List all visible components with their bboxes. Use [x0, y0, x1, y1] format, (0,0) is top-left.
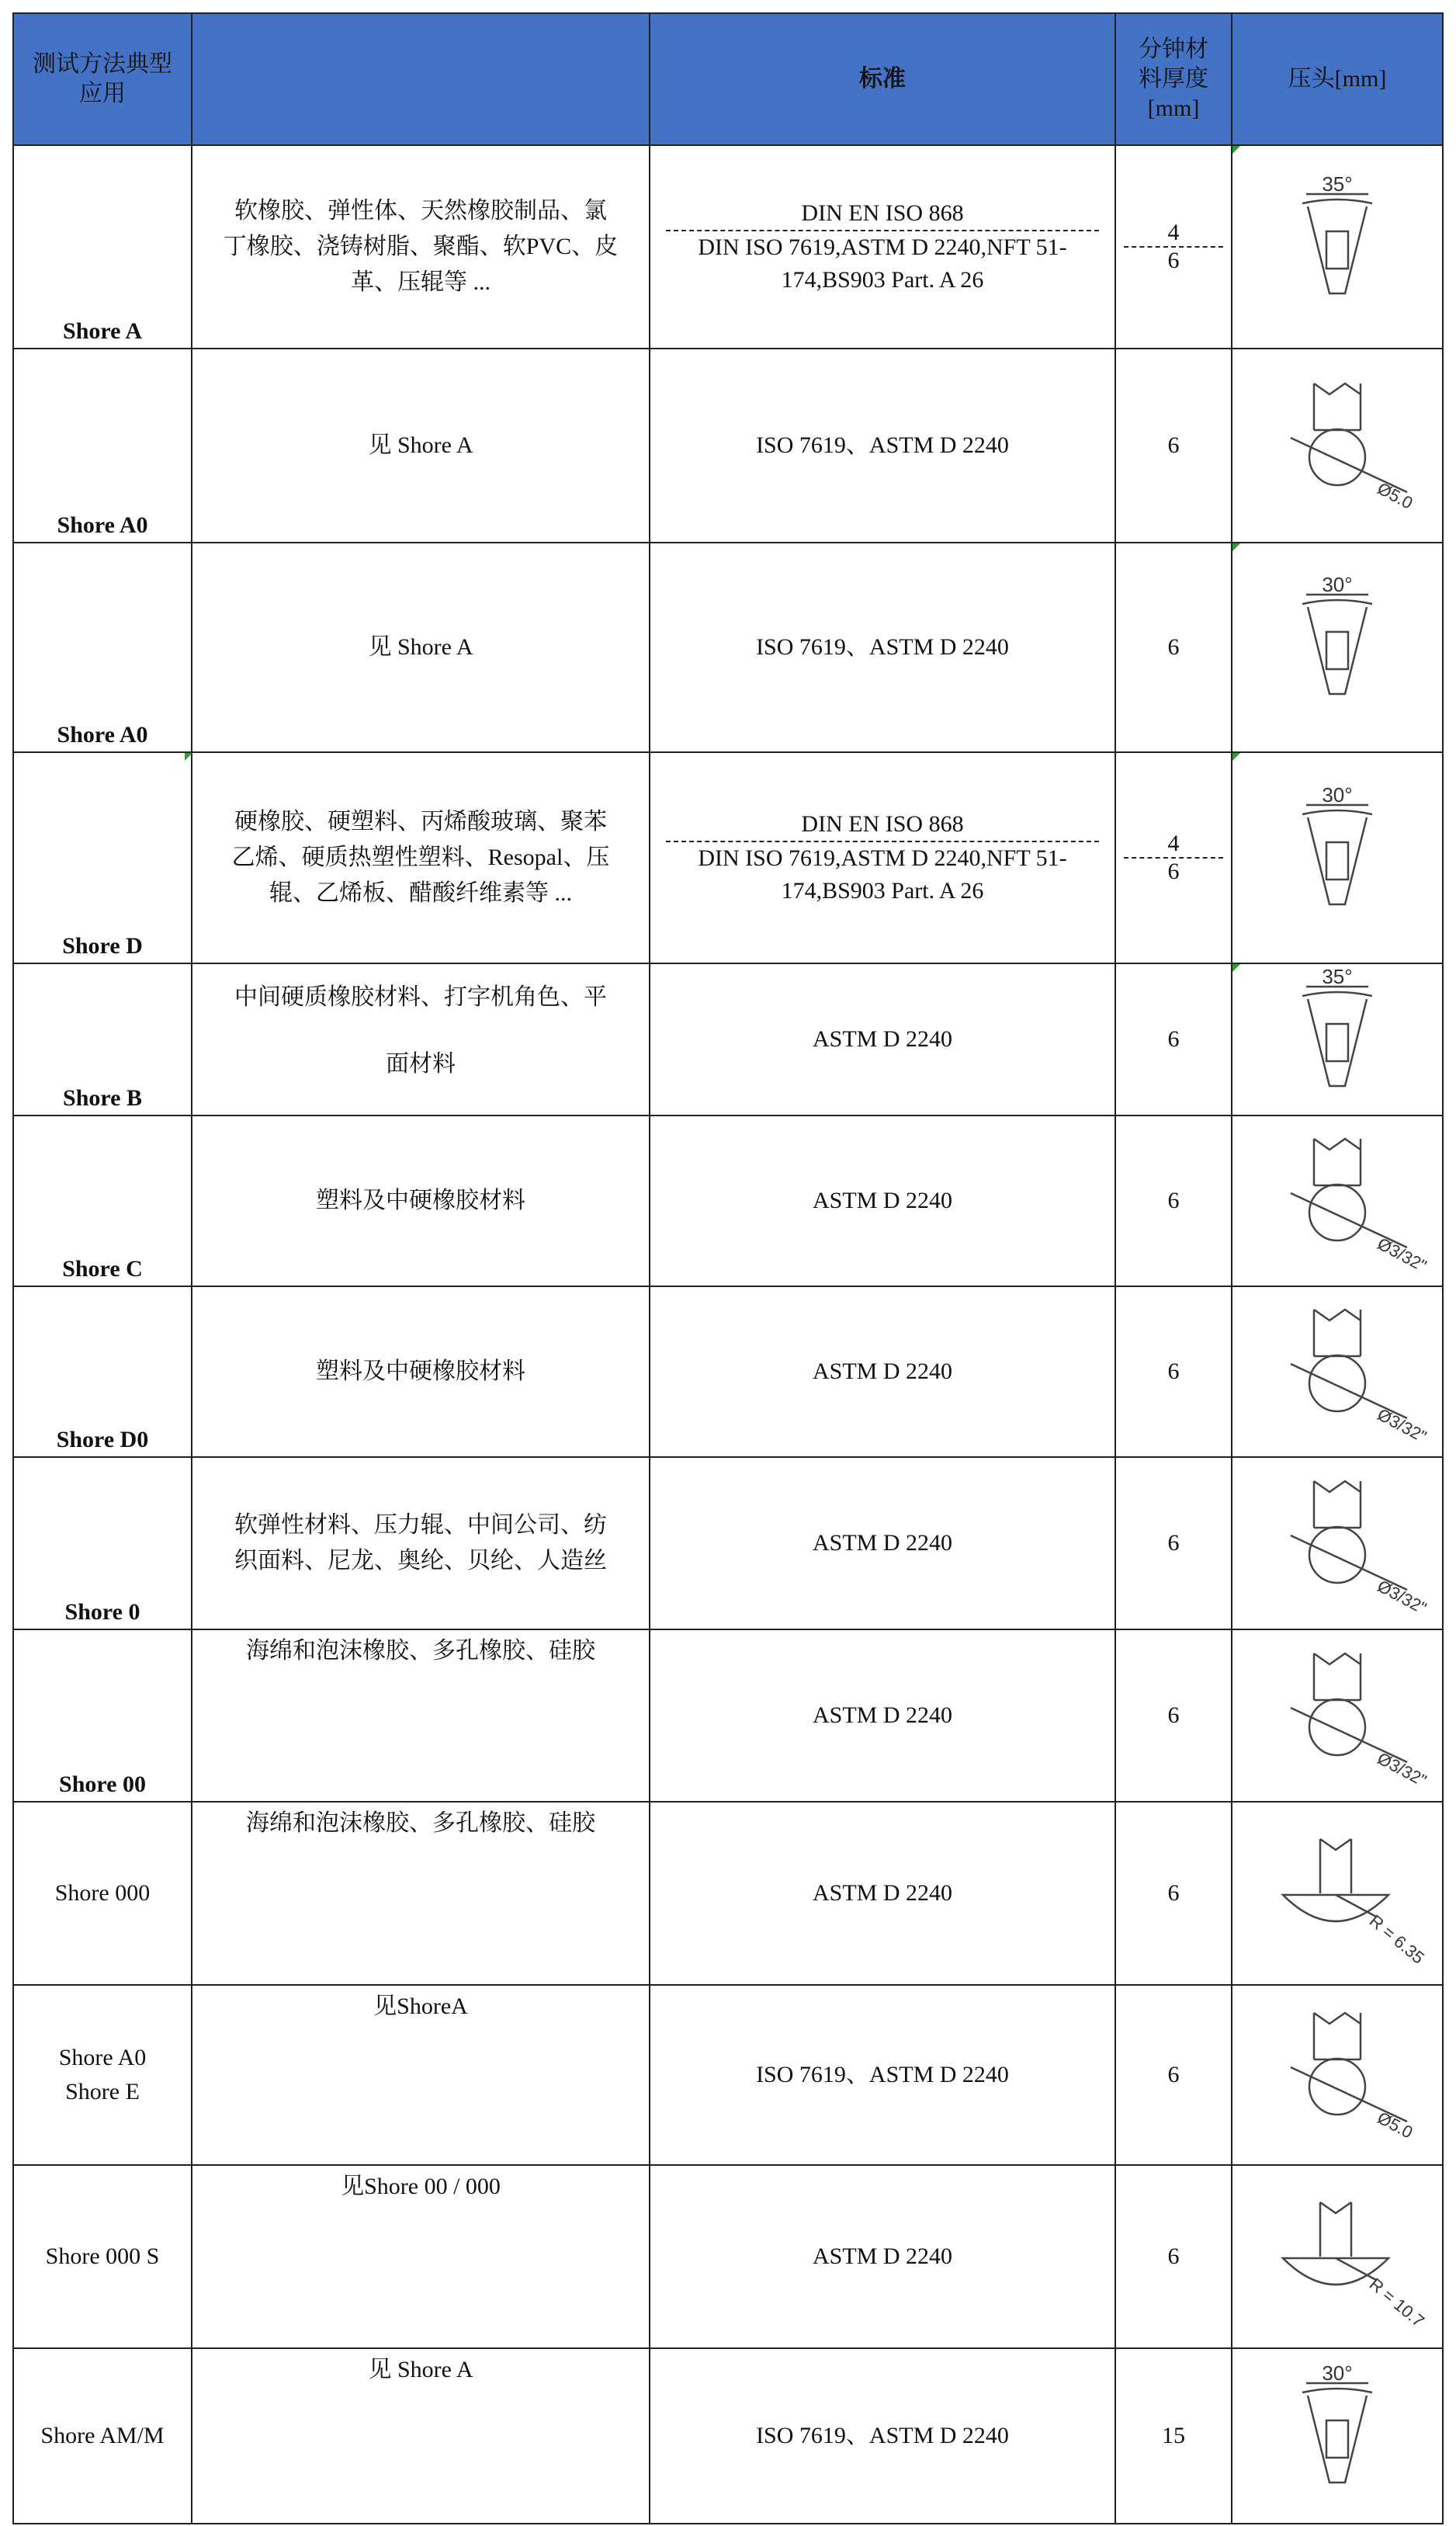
header-application [192, 13, 650, 145]
table-row [13, 2348, 1443, 2524]
method-name: Shore 000 S [13, 2165, 192, 2348]
method-name: Shore 0 [13, 1457, 192, 1629]
application-line: 见Shore 00 / 000 [341, 2174, 501, 2199]
application-line: 见 Shore A [368, 432, 473, 458]
thickness-cell: 6 [1115, 1985, 1232, 2165]
indenter-cell [1232, 1116, 1443, 1286]
standard-line: DIN ISO 7619,ASTM D 2240,NFT 51- [698, 234, 1067, 260]
table-row [13, 1629, 1443, 1802]
application-cell [192, 752, 650, 963]
application-line: 革、压辊等 ... [351, 269, 491, 295]
standard-cell: ISO 7619、ASTM D 2240 [650, 2348, 1115, 2524]
indenter-cell [1232, 2165, 1443, 2348]
application-line: 见 Shore A [368, 634, 473, 660]
standard-cell: ASTM D 2240 [650, 1457, 1115, 1629]
header-test-method [13, 13, 192, 145]
indenter-cell [1232, 1985, 1443, 2165]
method-name: Shore A0 [13, 349, 192, 543]
indenter-cell [1232, 145, 1443, 349]
thickness-top: 4 [1167, 220, 1180, 245]
method-name: Shore 00 [13, 1629, 192, 1802]
application-line: 硬橡胶、硬塑料、丙烯酸玻璃、聚苯 [234, 809, 607, 834]
standard-top: DIN EN ISO 868 [801, 811, 964, 837]
thickness-cell: 15 [1115, 2348, 1232, 2524]
standard-line: 174,BS903 Part. A 26 [781, 878, 984, 904]
cell-marker [1232, 964, 1240, 972]
method-name: Shore AM/M [13, 2348, 192, 2524]
application-cell [192, 1802, 650, 1985]
header-indenter: 压头[mm] [1232, 13, 1443, 145]
application-cell [192, 543, 650, 752]
indenter-cone-icon [1260, 2361, 1415, 2506]
application-line: 见 Shore A [368, 2357, 473, 2382]
standard-cell: ASTM D 2240 [650, 1116, 1115, 1286]
application-cell [192, 1286, 650, 1457]
header-test-method-line1: 测试方法典型 [33, 51, 172, 77]
indenter-ball-icon [1260, 2005, 1415, 2145]
thickness-bottom: 6 [1167, 859, 1180, 884]
standard-bottom [650, 842, 1115, 907]
application-line: 见ShoreA [373, 1993, 468, 2019]
indenter-ball-icon [1260, 1131, 1430, 1276]
cell-marker [1232, 753, 1240, 761]
thickness-cell: 6 [1115, 1802, 1232, 1985]
svg-text:35°: 35° [1322, 965, 1353, 988]
standard-cell [650, 145, 1115, 349]
thickness-cell: 6 [1115, 963, 1232, 1116]
method-name: Shore 000 [13, 1802, 192, 1985]
svg-text:Ø5.0: Ø5.0 [1374, 478, 1416, 513]
table-row [13, 349, 1443, 543]
header-thickness [1115, 13, 1232, 145]
indenter-ball-icon [1260, 1646, 1430, 1791]
method-name: Shore B [13, 963, 192, 1116]
table-row [13, 1286, 1443, 1457]
indenter-cell [1232, 543, 1443, 752]
indenter-cell [1232, 2348, 1443, 2524]
table-row [13, 543, 1443, 752]
indenter-ball-icon [1260, 1302, 1430, 1447]
method-name: Shore A [13, 145, 192, 349]
table-row [13, 2165, 1443, 2348]
svg-text:30°: 30° [1322, 2361, 1353, 2385]
standard-cell: ASTM D 2240 [650, 1629, 1115, 1802]
indenter-cell [1232, 1802, 1443, 1985]
svg-text:R = 10.7: R = 10.7 [1365, 2274, 1429, 2331]
application-line: 海绵和泡沫橡胶、多孔橡胶、硅胶 [246, 1638, 595, 1664]
method-name-line: Shore E [65, 2079, 140, 2104]
table-row [13, 1457, 1443, 1629]
standard-top: DIN EN ISO 868 [801, 200, 964, 226]
indenter-cell [1232, 1457, 1443, 1629]
table-row [13, 1802, 1443, 1985]
standard-cell: ASTM D 2240 [650, 2165, 1115, 2348]
svg-text:Ø3/32": Ø3/32" [1374, 1404, 1430, 1447]
thickness-cell: 6 [1115, 349, 1232, 543]
indenter-cell [1232, 963, 1443, 1116]
application-cell [192, 349, 650, 543]
standard-cell: ISO 7619、ASTM D 2240 [650, 349, 1115, 543]
application-line: 面材料 [386, 1051, 456, 1077]
indenter-cone-icon [1260, 172, 1415, 317]
indenter-ball-icon [1260, 376, 1415, 515]
indenter-cell [1232, 752, 1443, 963]
application-line: 海绵和泡沫橡胶、多孔橡胶、硅胶 [246, 1810, 595, 1836]
svg-text:35°: 35° [1322, 172, 1353, 196]
thickness-cell [1115, 752, 1232, 963]
indenter-cell [1232, 349, 1443, 543]
standard-bottom [650, 231, 1115, 297]
header-standard: 标准 [650, 13, 1115, 145]
header-row [13, 13, 1443, 145]
application-cell [192, 1457, 650, 1629]
standard-cell: ASTM D 2240 [650, 1286, 1115, 1457]
application-cell [192, 1629, 650, 1802]
header-thickness-line1: 分钟材 [1139, 36, 1208, 62]
thickness-cell: 6 [1115, 2165, 1232, 2348]
indenter-ball-icon [1260, 1473, 1430, 1619]
method-name [13, 1985, 192, 2165]
thickness-cell: 6 [1115, 1116, 1232, 1286]
application-cell [192, 2348, 650, 2524]
application-line: 丁橡胶、浇铸树脂、聚酯、软PVC、皮 [223, 234, 619, 259]
table-row [13, 1116, 1443, 1286]
standard-line: DIN ISO 7619,ASTM D 2240,NFT 51- [698, 845, 1067, 871]
svg-text:Ø5.0: Ø5.0 [1374, 2108, 1416, 2143]
application-line: 辊、乙烯板、醋酸纤维素等 ... [269, 880, 572, 906]
method-name: Shore D0 [13, 1286, 192, 1457]
method-name: Shore C [13, 1116, 192, 1286]
svg-text:R = 6.35: R = 6.35 [1365, 1910, 1429, 1968]
method-name: Shore D [13, 752, 192, 963]
application-cell [192, 2165, 650, 2348]
application-line: 塑料及中硬橡胶材料 [316, 1188, 525, 1213]
indenter-cell [1232, 1286, 1443, 1457]
application-cell [192, 1985, 650, 2165]
application-line: 软弹性材料、压力辊、中间公司、纺 [234, 1512, 607, 1538]
indenter-cone-icon [1260, 783, 1415, 928]
table-row [13, 963, 1443, 1116]
indenter-cell [1232, 1629, 1443, 1802]
header-test-method-line2: 应用 [79, 81, 126, 106]
cell-marker [1232, 543, 1240, 551]
standard-cell: ASTM D 2240 [650, 1802, 1115, 1985]
method-name: Shore A0 [13, 543, 192, 752]
thickness-cell: 6 [1115, 1457, 1232, 1629]
standard-cell: ISO 7619、ASTM D 2240 [650, 543, 1115, 752]
svg-text:30°: 30° [1322, 573, 1353, 596]
thickness-top: 4 [1167, 831, 1180, 856]
header-thickness-line2: 料厚度 [1139, 66, 1208, 92]
application-line: 乙烯、硬质热塑性塑料、Resopal、压 [231, 845, 610, 870]
table-row [13, 752, 1443, 963]
indenter-dome-icon [1260, 2187, 1429, 2331]
thickness-cell [1115, 145, 1232, 349]
application-line: 软橡胶、弹性体、天然橡胶制品、氯 [234, 198, 607, 224]
standard-cell [650, 752, 1115, 963]
application-cell [192, 1116, 650, 1286]
svg-text:30°: 30° [1322, 783, 1353, 807]
table-row [13, 1985, 1443, 2165]
thickness-cell: 6 [1115, 543, 1232, 752]
thickness-cell: 6 [1115, 1629, 1232, 1802]
application-line: 塑料及中硬橡胶材料 [316, 1358, 525, 1384]
application-line: 织面料、尼龙、奥纶、贝纶、人造丝 [234, 1548, 607, 1574]
svg-text:Ø3/32": Ø3/32" [1374, 1234, 1430, 1276]
thickness-cell: 6 [1115, 1286, 1232, 1457]
method-name-line: Shore A0 [58, 2045, 147, 2070]
svg-text:Ø3/32": Ø3/32" [1374, 1576, 1430, 1619]
indenter-cone-icon [1260, 573, 1415, 717]
svg-text:Ø3/32": Ø3/32" [1374, 1748, 1430, 1791]
indenter-cone-icon [1260, 965, 1415, 1109]
application-cell [192, 963, 650, 1116]
application-cell [192, 145, 650, 349]
header-thickness-line3: [mm] [1147, 95, 1200, 121]
standard-line: 174,BS903 Part. A 26 [781, 267, 984, 293]
thickness-bottom: 6 [1167, 248, 1180, 273]
standard-cell: ISO 7619、ASTM D 2240 [650, 1985, 1115, 2165]
table-row [13, 145, 1443, 349]
standard-cell: ASTM D 2240 [650, 963, 1115, 1116]
application-line: 中间硬质橡胶材料、打字机角色、平 [234, 984, 607, 1010]
indenter-dome-icon [1260, 1823, 1429, 1968]
cell-marker [1232, 146, 1240, 154]
hardness-table [12, 12, 1444, 2524]
